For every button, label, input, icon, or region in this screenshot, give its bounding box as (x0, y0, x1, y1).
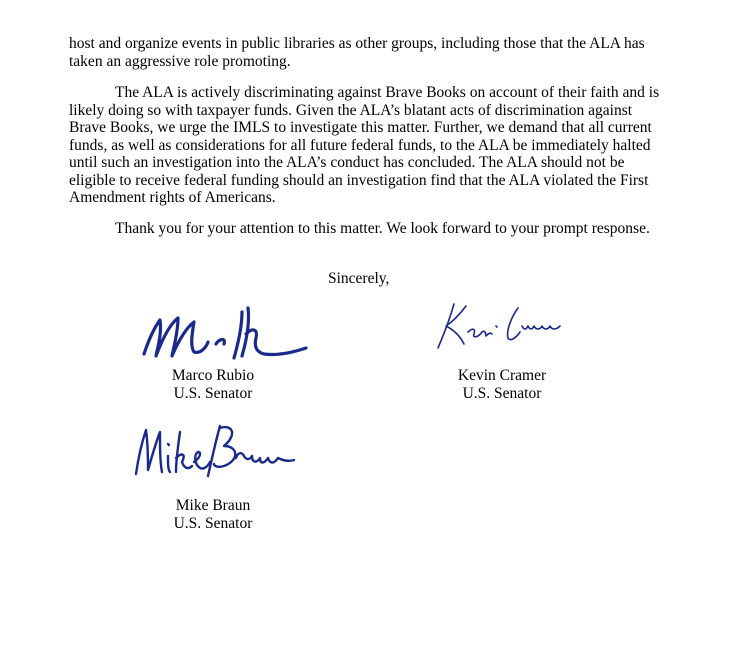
signatory-title: U.S. Senator (173, 384, 253, 402)
paragraph-thanks (69, 220, 649, 238)
text-line: likely doing so with taxpayer funds. Given the ALA’s blatant acts of discrimination against (69, 101, 633, 119)
text-line: host and organize events in public libraries as other groups, including those that the ALA has (69, 35, 645, 52)
signatory-title: U.S. Senator (462, 384, 542, 402)
braun-signature-block (113, 497, 313, 532)
signatory-name: Marco Rubio (171, 367, 255, 384)
text-line: Amendment rights of Americans. (69, 189, 276, 206)
rubio-signature-icon (138, 302, 313, 364)
paragraph-continuation (69, 35, 649, 70)
rubio-signature-block (113, 367, 313, 402)
signatory-name: Mike Braun (175, 497, 251, 514)
braun-signature-icon (128, 418, 298, 482)
text-line: taken an aggressive role promoting. (69, 52, 291, 70)
text-line: The ALA is actively discriminating against Brave Books on account of their faith and is (115, 84, 660, 101)
cramer-signature-icon (432, 296, 572, 354)
signatory-title: U.S. Senator (173, 514, 253, 532)
text-line: Thank you for your attention to this matter. We look forward to your prompt response. (115, 220, 650, 237)
signatory-name: Kevin Cramer (457, 367, 547, 384)
closing-salutation: Sincerely, (328, 270, 390, 287)
paragraph-discrimination (69, 84, 660, 207)
text-line: until such an investigation into the ALA’s conduct has concluded. The ALA should not be (69, 154, 625, 171)
text-line: Brave Books, we urge the IMLS to investigate this matter. Further, we demand that all current (69, 119, 652, 136)
text-line: eligible to receive federal funding should an investigation find that the ALA violated the First (69, 171, 649, 189)
cramer-signature-block (402, 367, 602, 402)
text-line: funds, as well as considerations for all future federal funds, to the ALA be immediately halted (69, 136, 651, 154)
